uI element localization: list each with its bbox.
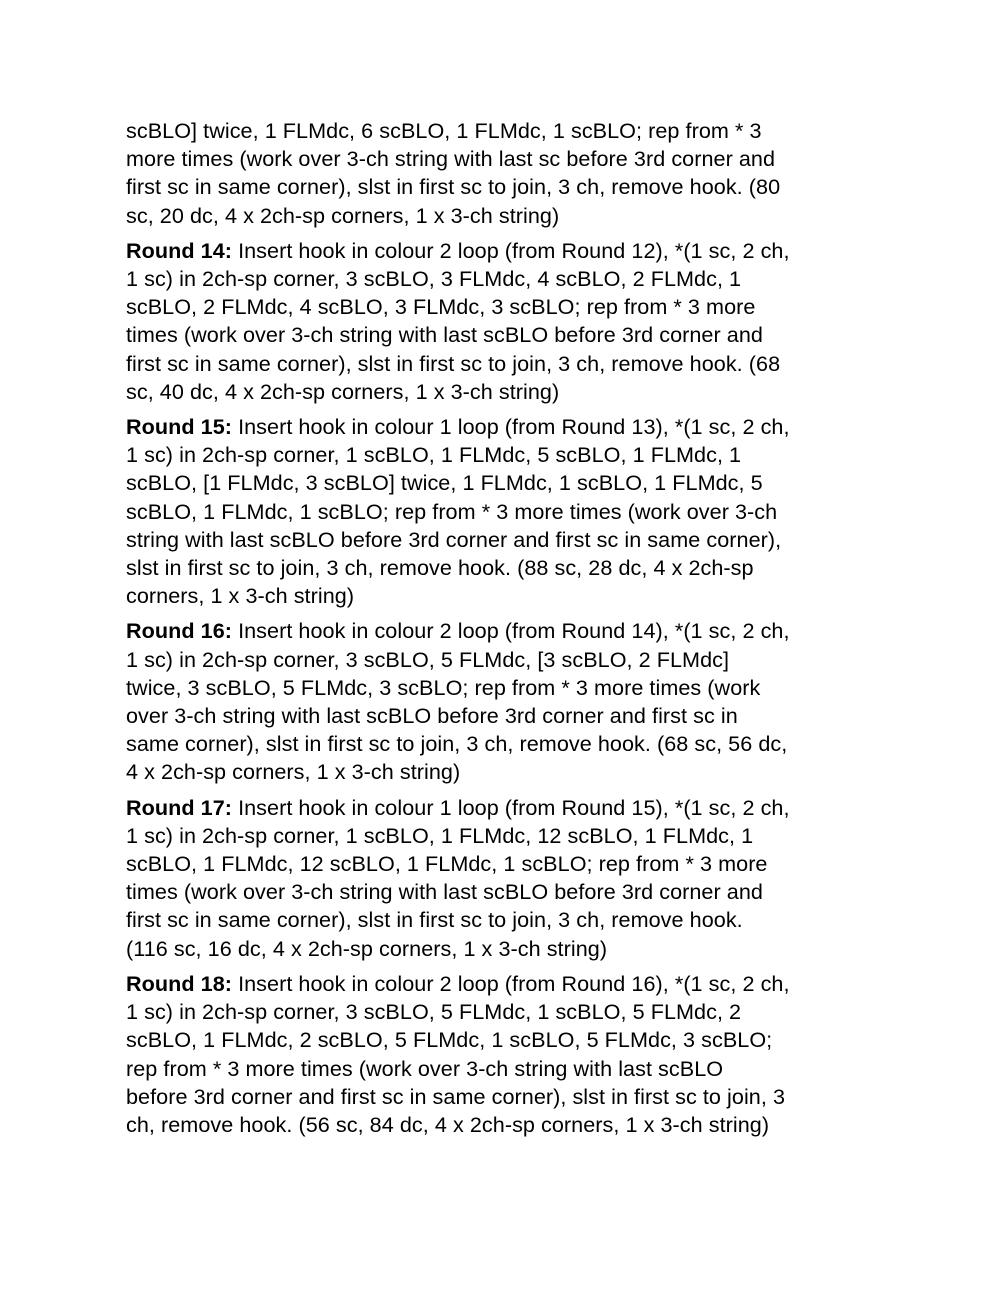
paragraph-round-16 <box>126 617 886 786</box>
round-instructions: Insert hook in colour 2 loop (from Round 12), *(1 sc, 2 ch, 1 sc) in 2ch-sp corner, 3 scBLO, 3 FLMdc, 4 scBLO, 2 FLMdc, 1 scBLO, 2 FLMdc, 4 scBLO, 3 FLMdc, 3 scBLO; rep from * 3 more times (work over 3-ch string with last scBLO before 3rd corner and first sc in same corner), slst in first sc to join, 3 ch, remove hook. (68 sc, 40 dc, 4 x 2ch-sp corners, 1 x 3-ch string) <box>126 237 790 404</box>
round-instructions: Insert hook in colour 1 loop (from Round 15), *(1 sc, 2 ch, 1 sc) in 2ch-sp corner, 1 scBLO, 1 FLMdc, 12 scBLO, 1 FLMdc, 1 scBLO, 1 FLMdc, 12 scBLO, 1 FLMdc, 1 scBLO; rep from * 3 more times (work over 3-ch string with last scBLO before 3rd corner and first sc in same corner), slst in first sc to join, 3 ch, remove hook. (116 sc, 16 dc, 4 x 2ch-sp corners, 1 x 3-ch string) <box>126 794 790 961</box>
document-page <box>126 117 886 1146</box>
paragraph-round-15 <box>126 413 886 610</box>
paragraph-round-17 <box>126 794 886 963</box>
paragraph-continuation <box>126 117 886 230</box>
round-label: Round 18: <box>126 970 233 996</box>
paragraph-round-18 <box>126 970 886 1139</box>
paragraph-text: scBLO] twice, 1 FLMdc, 6 scBLO, 1 FLMdc, 1 scBLO; rep from * 3 more times (work over 3-ch string with last sc before 3rd corner and first sc in same corner), slst in first sc to join, 3 ch, remove hook. (80 sc, 20 dc, 4 x 2ch-sp corners, 1 x 3-ch string) <box>126 118 781 228</box>
round-instructions: Insert hook in colour 2 loop (from Round 16), *(1 sc, 2 ch, 1 sc) in 2ch-sp corner, 3 scBLO, 5 FLMdc, 1 scBLO, 5 FLMdc, 2 scBLO, 1 FLMdc, 2 scBLO, 5 FLMdc, 1 scBLO, 5 FLMdc, 3 scBLO; rep from * 3 more times (work over 3-ch string with last scBLO before 3rd corner and first sc in same corner), slst in first sc to join, 3 ch, remove hook. (56 sc, 84 dc, 4 x 2ch-sp corners, 1 x 3-ch string) <box>126 970 790 1137</box>
round-instructions: Insert hook in colour 1 loop (from Round 13), *(1 sc, 2 ch, 1 sc) in 2ch-sp corner, 1 scBLO, 1 FLMdc, 5 scBLO, 1 FLMdc, 1 scBLO, [1 FLMdc, 3 scBLO] twice, 1 FLMdc, 1 scBLO, 1 FLMdc, 5 scBLO, 1 FLMdc, 1 scBLO; rep from * 3 more times (work over 3-ch string with last scBLO before 3rd corner and first sc in same corner), slst in first sc to join, 3 ch, remove hook. (88 sc, 28 dc, 4 x 2ch-sp corners, 1 x 3-ch string) <box>126 414 790 609</box>
round-label: Round 14: <box>126 237 233 263</box>
round-label: Round 16: <box>126 618 233 644</box>
round-label: Round 17: <box>126 794 233 820</box>
round-instructions: Insert hook in colour 2 loop (from Round 14), *(1 sc, 2 ch, 1 sc) in 2ch-sp corner, 3 scBLO, 5 FLMdc, [3 scBLO, 2 FLMdc] twice, 3 scBLO, 5 FLMdc, 3 scBLO; rep from * 3 more times (work over 3-ch string with last scBLO before 3rd corner and first sc in same corner), slst in first sc to join, 3 ch, remove hook. (68 sc, 56 dc, 4 x 2ch-sp corners, 1 x 3-ch string) <box>126 618 790 785</box>
round-label: Round 15: <box>126 414 233 440</box>
paragraph-round-14 <box>126 237 886 406</box>
